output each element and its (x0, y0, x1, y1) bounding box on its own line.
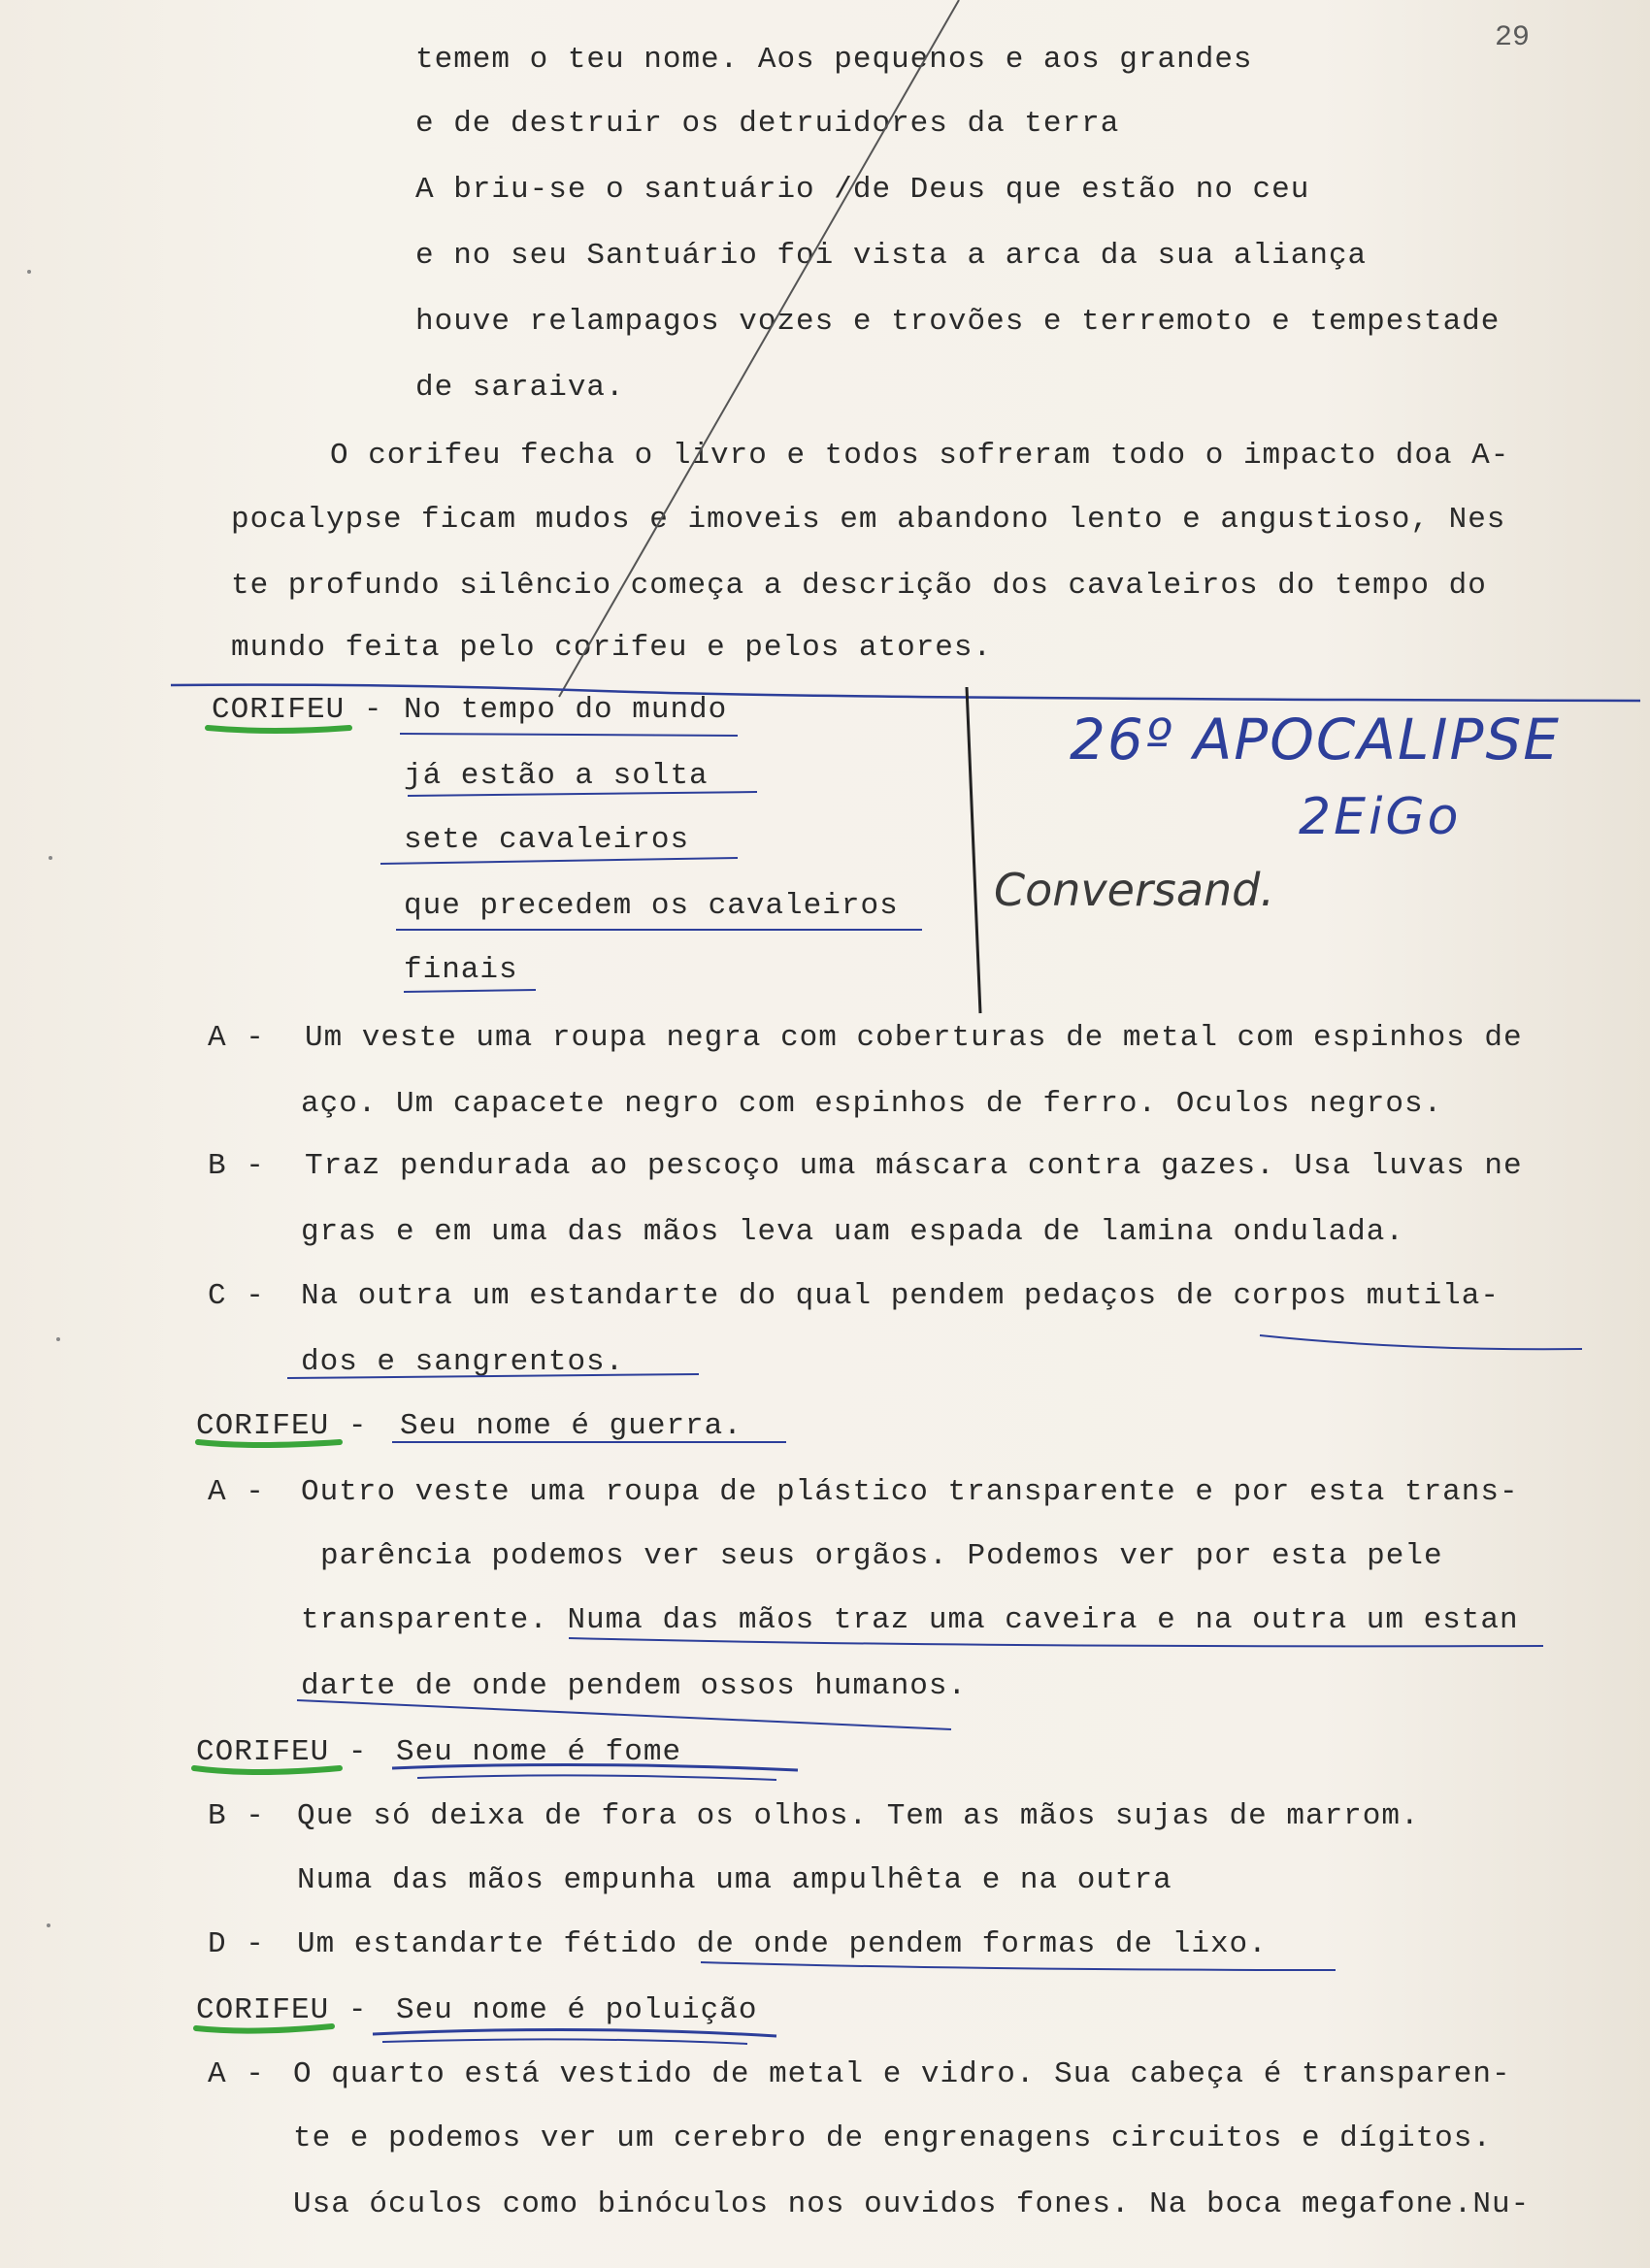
dialogue-line: darte de onde pendem ossos humanos. (301, 1669, 968, 1703)
scripture-line: e no seu Santuário foi vista a arca da sua aliança (415, 239, 1368, 273)
stage-direction-line: te profundo silêncio começa a descrição dos cavaleiros do tempo do (231, 569, 1487, 603)
dialogue-line: Outro veste uma roupa de plástico transparente e por esta trans- (301, 1475, 1519, 1509)
blue-underline (1260, 1335, 1582, 1349)
blue-underline (297, 1700, 951, 1729)
blue-underline (392, 1764, 798, 1770)
scripture-line: A briu-se o santuário /de Deus que estão no ceu (415, 173, 1310, 207)
speaker-label: A - (208, 1475, 265, 1509)
speaker-label: CORIFEU - (212, 693, 383, 727)
dialogue-line: gras e em uma das mãos leva uam espada de lamina ondulada. (301, 1215, 1404, 1249)
stage-direction-line: pocalypse ficam mudos e imoveis em abandono lento e angustioso, Nes (231, 503, 1506, 537)
dialogue-line: te e podemos ver um cerebro de engrenagens circuitos e dígitos. (293, 2121, 1492, 2155)
margin-dot (27, 270, 31, 274)
speaker-label: CORIFEU - (196, 1409, 368, 1443)
dialogue-line: Seu nome é fome (396, 1735, 682, 1769)
green-marker-underline (208, 728, 349, 731)
dialogue-line: Traz pendurada ao pescoço uma máscara contra gazes. Usa luvas ne (305, 1149, 1523, 1183)
scripture-line: temem o teu nome. Aos pequenos e aos grandes (415, 43, 1253, 77)
dialogue-line: dos e sangrentos. (301, 1345, 625, 1379)
dialogue-line: Um veste uma roupa negra com coberturas de metal com espinhos de (305, 1021, 1523, 1055)
verse-line: finais (404, 953, 518, 987)
verse-line: No tempo do mundo (404, 693, 728, 727)
margin-dot (56, 1337, 60, 1341)
dialogue-line: transparente. Numa das mãos traz uma caveira e na outra um estan (301, 1603, 1519, 1637)
blue-underline (382, 2039, 747, 2044)
page-number: 29 (1495, 21, 1531, 54)
blue-underline (701, 1962, 1336, 1970)
dialogue-line: Usa óculos como binóculos nos ouvidos fones. Na boca megafone.Nu- (293, 2187, 1531, 2221)
dialogue-line: parência podemos ver seus orgãos. Podemos ver por esta pele (320, 1539, 1443, 1573)
blue-horizontal-rule (171, 685, 1640, 701)
verse-line: já estão a solta (404, 759, 709, 793)
blue-underline (417, 1775, 776, 1780)
scripture-line: e de destruir os detruidores da terra (415, 107, 1120, 141)
speaker-label: CORIFEU - (196, 1735, 368, 1769)
black-vertical-divider (967, 687, 980, 1013)
scripture-line: houve relampagos vozes e trovões e terremoto e tempestade (415, 305, 1501, 339)
speaker-label: D - (208, 1927, 265, 1961)
speaker-label: B - (208, 1799, 265, 1833)
dialogue-line: O quarto está vestido de metal e vidro. Sua cabeça é transparen- (293, 2057, 1511, 2091)
dialogue-line: Na outra um estandarte do qual pendem pedaços de corpos mutila- (301, 1279, 1500, 1313)
blue-underline (569, 1638, 1543, 1646)
blue-underline (404, 990, 536, 992)
verse-line: que precedem os cavaleiros (404, 889, 899, 923)
speaker-label: B - (208, 1149, 265, 1183)
green-marker-underline (196, 2026, 332, 2031)
blue-underline (400, 734, 738, 736)
blue-underline (408, 792, 757, 796)
scripture-line: de saraiva. (415, 371, 625, 405)
margin-dot (47, 1923, 50, 1927)
handwritten-note: 26º APOCALIPSE (1070, 707, 1561, 772)
speaker-label: CORIFEU - (196, 1993, 368, 2027)
dialogue-line: aço. Um capacete negro com espinhos de ferro. Oculos negros. (301, 1087, 1443, 1121)
dialogue-line: Numa das mãos empunha uma ampulhêta e na outra (297, 1863, 1172, 1897)
speaker-label: A - (208, 2057, 265, 2091)
handwritten-note: Conversand. (994, 864, 1274, 916)
blue-underline (287, 1374, 699, 1378)
speaker-label: A - (208, 1021, 265, 1055)
speaker-label: C - (208, 1279, 265, 1313)
dialogue-line: Seu nome é poluição (396, 1993, 758, 2027)
blue-underline (380, 858, 738, 864)
stage-direction-line: O corifeu fecha o livro e todos sofreram todo o impacto doa A- (330, 439, 1510, 473)
dialogue-line: Um estandarte fétido de onde pendem formas de lixo. (297, 1927, 1268, 1961)
pencil-diagonal-stroke (559, 0, 959, 697)
green-marker-underline (194, 1768, 340, 1772)
dialogue-line: Que só deixa de fora os olhos. Tem as mãos sujas de marrom. (297, 1799, 1420, 1833)
margin-dot (49, 856, 52, 860)
verse-line: sete cavaleiros (404, 823, 690, 857)
green-marker-underline (198, 1442, 340, 1445)
handwritten-note: 2EiGo (1299, 788, 1462, 846)
dialogue-line: Seu nome é guerra. (400, 1409, 742, 1443)
blue-underline (373, 2029, 776, 2036)
stage-direction-line: mundo feita pelo corifeu e pelos atores. (231, 631, 993, 665)
